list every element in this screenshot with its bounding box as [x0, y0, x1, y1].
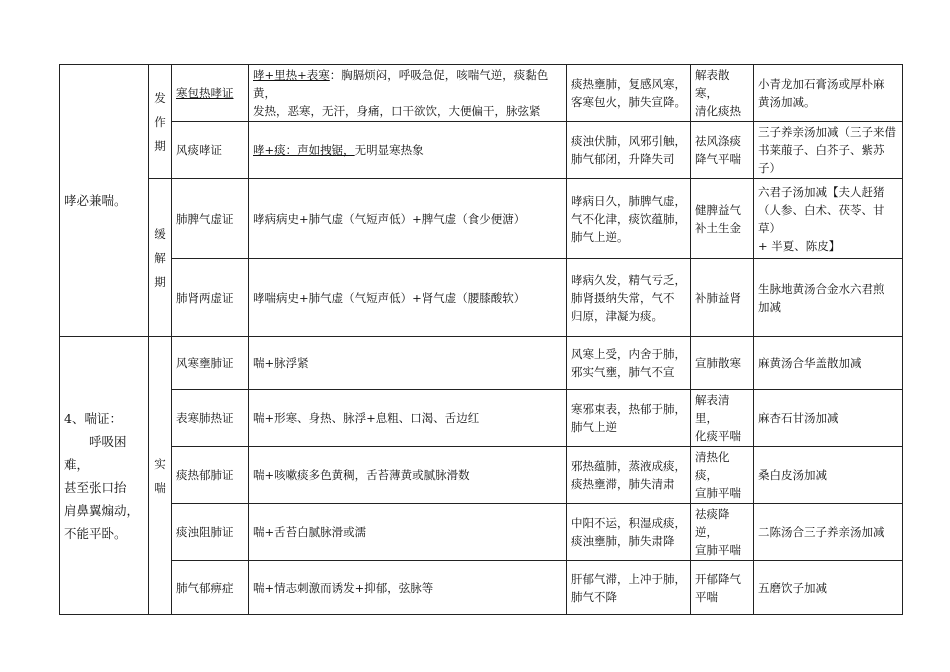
phase-char: 期	[154, 274, 166, 289]
symptom-text: 哮喘病史+肺气虚（气短声低）+肾气虚（腰膝酸软）	[253, 290, 526, 305]
symptom-cell	[249, 504, 567, 561]
syndrome-name-text: 风寒壅肺证	[176, 356, 234, 370]
method-text: 开郁降气	[695, 571, 741, 586]
pathogenesis-text: 肝郁气滞，上冲于肺，	[571, 571, 686, 586]
method-text: 祛痰降逆，	[695, 507, 730, 539]
table-row	[60, 122, 903, 179]
method-text: 解表清里，	[695, 393, 730, 425]
symptom-key: 哮+里热+表寒	[253, 68, 330, 82]
method-text: 健脾益气	[695, 202, 741, 217]
formula-cell	[754, 390, 903, 447]
pathogenesis-text: 邪实气壅，肺气不宣	[571, 365, 675, 379]
pathogenesis-cell	[567, 122, 691, 179]
table-row	[60, 259, 903, 337]
method-text: 清热化痰，	[695, 450, 730, 482]
symptom-cell	[249, 447, 567, 504]
method-text: 清化痰热	[695, 104, 741, 118]
symptom-text: 喘+舌苔白腻脉滑或濡	[253, 525, 367, 539]
symptom-cell	[249, 65, 567, 122]
pathogenesis-text: 肺气上逆。	[571, 229, 629, 244]
table-row	[60, 561, 903, 615]
pathogenesis-text: 肺气不降	[571, 589, 617, 604]
formula-text: 六君子汤加减【夫人赶猪	[758, 184, 885, 199]
formula-cell	[754, 504, 903, 561]
formula-text: 三子养亲汤加减（三子来借	[758, 125, 896, 139]
symptom-text: 发热，恶寒，无汗，身痛，口干欲饮，大便偏干，脉弦紧	[253, 104, 541, 118]
table-row	[60, 179, 903, 259]
method-cell	[691, 65, 754, 122]
pathogenesis-text: 肺肾摄纳失常，气不	[571, 290, 675, 305]
symptom-cell	[249, 390, 567, 447]
syndrome-name-text: 表寒肺热证	[176, 411, 234, 425]
syndrome-name	[172, 337, 249, 390]
table-row	[60, 390, 903, 447]
formula-text: （人参、白术、茯苓、甘草）	[758, 202, 885, 235]
symptom-key: 哮+痰：声如拽锯，	[253, 143, 355, 157]
formula-text: 加减	[758, 299, 781, 314]
method-cell	[691, 390, 754, 447]
formula-text: 二陈汤合三子养亲汤加减	[758, 525, 885, 539]
pathogenesis-text: 风寒上受，内舍于肺，	[571, 347, 686, 361]
syndrome-name-text: 风痰哮证	[176, 143, 222, 157]
syndrome-name-text: 寒包热哮证	[176, 86, 234, 100]
pathogenesis-text: 肺气郁闭，升降失司	[571, 152, 675, 166]
formula-text: + 半夏、陈皮】	[758, 238, 841, 253]
syndrome-name	[172, 179, 249, 259]
symptom-cell	[249, 561, 567, 615]
table-row	[60, 504, 903, 561]
formula-cell	[754, 337, 903, 390]
method-text: 补肺益肾	[695, 290, 741, 305]
group2-text: 不能平卧。	[64, 525, 127, 541]
pathogenesis-text: 哮病日久，肺脾气虚，	[571, 193, 686, 208]
method-text: 平喘	[695, 589, 718, 604]
pathogenesis-text: 客寒包火，肺失宣降。	[571, 95, 686, 109]
formula-cell	[754, 122, 903, 179]
phase-char: 期	[154, 138, 166, 153]
pathogenesis-text: 归原，津凝为痰。	[571, 308, 663, 323]
pathogenesis-cell	[567, 504, 691, 561]
symptom-cell	[249, 337, 567, 390]
pathogenesis-cell	[567, 447, 691, 504]
pathogenesis-cell	[567, 561, 691, 615]
formula-cell	[754, 447, 903, 504]
phase-char: 发	[154, 90, 166, 105]
method-text: 补土生金	[695, 220, 741, 235]
method-text: 祛风涤痰	[695, 134, 741, 148]
pathogenesis-text: 痰浊伏肺，风邪引触，	[571, 134, 686, 148]
pathogenesis-text: 痰热壅滞，肺失清肃	[571, 477, 675, 491]
method-cell	[691, 122, 754, 179]
formula-text: 麻杏石甘汤加减	[758, 411, 839, 425]
method-text: 宣肺平喘	[695, 543, 741, 557]
formula-text: 生脉地黄汤合金水六君煎	[758, 281, 885, 296]
syndrome-name	[172, 390, 249, 447]
group1-main-text: 哮必兼喘。	[64, 192, 127, 208]
group2-main-cell	[60, 337, 149, 615]
phase-char: 作	[154, 114, 166, 129]
formula-text: 书莱菔子、白芥子、紫苏子）	[758, 143, 885, 175]
symptom-text: 喘+咳嗽痰多色黄稠，舌苔薄黄或腻脉滑数	[253, 468, 470, 482]
pathogenesis-text: 中阳不运，积湿成痰，	[571, 516, 686, 530]
group2-text: 呼吸困难，	[64, 433, 127, 472]
method-cell	[691, 504, 754, 561]
group2-text: 肩鼻翼煽动，	[64, 502, 140, 518]
formula-text: 麻黄汤合华盖散加减	[758, 356, 862, 370]
symptom-text: 无明显寒热象	[354, 143, 424, 157]
method-cell	[691, 561, 754, 615]
pathogenesis-cell	[567, 179, 691, 259]
phase-char: 缓	[154, 226, 166, 241]
pathogenesis-cell	[567, 390, 691, 447]
symptom-cell	[249, 122, 567, 179]
formula-cell	[754, 561, 903, 615]
phase-char: 喘	[154, 480, 166, 495]
pathogenesis-text: 气不化津，痰饮蕴肺，	[571, 211, 686, 226]
syndrome-name-text: 肺肾两虚证	[176, 290, 234, 305]
pathogenesis-text: 邪热蕴肺，蒸液成痰，	[571, 459, 686, 473]
phase-char: 解	[154, 250, 166, 265]
pathogenesis-text: 肺气上逆	[571, 420, 617, 434]
symptom-text: 哮病病史+肺气虚（气短声低）+脾气虚（食少便溏）	[253, 211, 526, 226]
method-cell	[691, 259, 754, 337]
table-row	[60, 447, 903, 504]
formula-cell	[754, 259, 903, 337]
method-text: 解表散寒，	[695, 68, 730, 100]
method-cell	[691, 337, 754, 390]
method-text: 化痰平喘	[695, 429, 741, 443]
symptom-text: 喘+形寒、身热、脉浮+息粗、口渴、舌边红	[253, 411, 480, 425]
pathogenesis-text: 痰热壅肺，复感风寒，	[571, 77, 686, 91]
pathogenesis-cell	[567, 337, 691, 390]
syndrome-name-text: 肺气郁痹症	[176, 580, 234, 595]
method-cell	[691, 447, 754, 504]
method-text: 宣肺散寒	[695, 356, 741, 370]
pathogenesis-text: 痰浊壅肺，肺失肃降	[571, 534, 675, 548]
group2-text: 甚至张口抬	[64, 479, 127, 495]
syndrome-name-text: 痰浊阻肺证	[176, 525, 234, 539]
group2-title: 4、喘证：	[64, 410, 122, 426]
formula-text: 黄汤加减。	[758, 95, 816, 109]
table-row	[60, 65, 903, 122]
symptom-text: 喘+脉浮紧	[253, 356, 309, 370]
symptom-cell	[249, 179, 567, 259]
syndrome-table	[59, 64, 903, 615]
phase-cell-excess	[149, 337, 172, 615]
formula-text: 桑白皮汤加减	[758, 468, 827, 482]
phase-cell-remission	[149, 179, 172, 337]
formula-text: 五磨饮子加减	[758, 580, 827, 595]
syndrome-name	[172, 259, 249, 337]
phase-char: 实	[154, 456, 166, 471]
table-row	[60, 337, 903, 390]
symptom-cell	[249, 259, 567, 337]
pathogenesis-text: 寒邪束表，热郁于肺，	[571, 402, 686, 416]
syndrome-name-text: 肺脾气虚证	[176, 211, 234, 226]
formula-text: 小青龙加石膏汤或厚朴麻	[758, 77, 885, 91]
formula-cell	[754, 65, 903, 122]
syndrome-name	[172, 561, 249, 615]
group1-main-cell	[60, 65, 149, 337]
method-text: 宣肺平喘	[695, 486, 741, 500]
syndrome-name	[172, 447, 249, 504]
pathogenesis-text: 哮病久发，精气亏乏，	[571, 272, 686, 287]
symptom-text: ：胸膈烦闷，呼吸急促，咳喘气逆，痰黏色黄，	[253, 68, 549, 100]
formula-cell	[754, 179, 903, 259]
method-cell	[691, 179, 754, 259]
syndrome-name	[172, 504, 249, 561]
syndrome-name	[172, 122, 249, 179]
symptom-text: 喘+情志刺激而诱发+抑郁，弦脉等	[253, 580, 434, 595]
pathogenesis-cell	[567, 65, 691, 122]
method-text: 降气平喘	[695, 152, 741, 166]
syndrome-name	[172, 65, 249, 122]
phase-cell-attack	[149, 65, 172, 179]
syndrome-name-text: 痰热郁肺证	[176, 468, 234, 482]
pathogenesis-cell	[567, 259, 691, 337]
